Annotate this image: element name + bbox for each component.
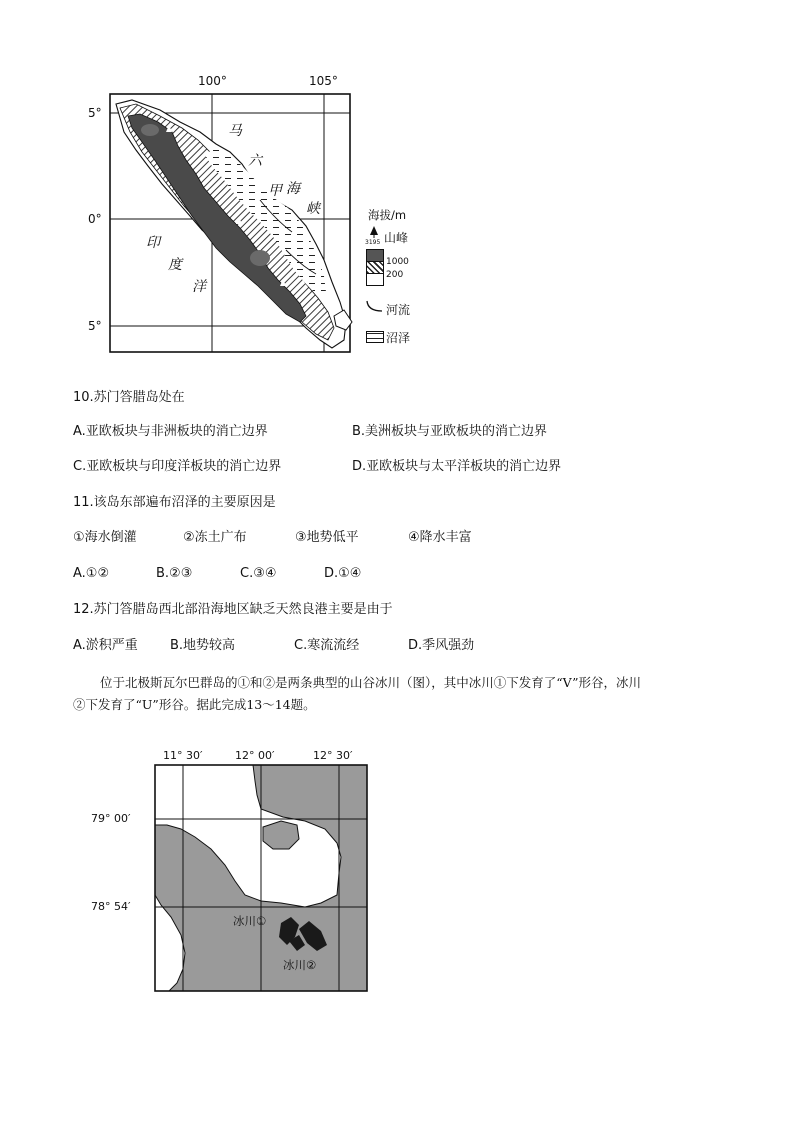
legend-swamp-swatch xyxy=(366,331,384,343)
question-12-option-a[interactable]: A.淤积严重 xyxy=(73,638,138,653)
lat-label-7900: 79° 00′ xyxy=(91,812,131,825)
peak-elevation-value: 3195 xyxy=(365,239,381,246)
question-12-option-b[interactable]: B.地势较高 xyxy=(170,638,236,653)
map1-legend xyxy=(362,205,442,350)
ocean-label-char: 洋 xyxy=(192,279,206,295)
question-11-item: ②冻土广布 xyxy=(183,530,247,545)
question-11-option-a[interactable]: A.①② xyxy=(73,566,110,581)
legend-swamp-label: 沼泽 xyxy=(386,331,411,345)
legend-peak-label: 山峰 xyxy=(384,231,409,245)
legend-river-label: 河流 xyxy=(386,303,411,317)
lat-label-0: 0° xyxy=(88,212,102,226)
strait-label-char: 甲 xyxy=(268,183,282,199)
strait-label-char: 马 xyxy=(228,123,242,139)
question-11-item: ①海水倒灌 xyxy=(73,530,137,545)
question-12-option-c[interactable]: C.寒流流经 xyxy=(294,638,360,653)
highland-patch xyxy=(141,124,159,136)
ocean-label-char: 度 xyxy=(168,257,182,273)
question-11-item: ③地势低平 xyxy=(295,530,359,545)
lat-label-5n: 5° xyxy=(88,106,102,120)
peninsula xyxy=(263,821,299,849)
question-10-option-a[interactable]: A.亚欧板块与非洲板块的消亡边界 xyxy=(73,424,268,439)
question-10-option-d[interactable]: D.亚欧板块与太平洋板块的消亡边界 xyxy=(352,459,562,474)
intro-line-2: ②下发育了“U”形谷。据此完成13～14题。 xyxy=(73,697,316,712)
intro-line-1: 位于北极斯瓦尔巴群岛的①和②是两条典型的山谷冰川（图），其中冰川①下发育了“V”形谷，冰川 xyxy=(100,675,642,690)
lon-label-105: 105° xyxy=(309,74,338,88)
legend-1000-label: 1000 xyxy=(386,257,409,267)
question-12-option-d[interactable]: D.季风强劲 xyxy=(408,638,475,653)
glacier-2-label: 冰川② xyxy=(283,958,317,972)
lon-label-1230: 12° 30′ xyxy=(313,749,353,762)
legend-white-swatch xyxy=(366,273,384,286)
glacier-1-label: 冰川① xyxy=(233,914,267,928)
lat-label-7854: 78° 54′ xyxy=(91,900,131,913)
river-icon xyxy=(364,299,384,315)
question-10-option-b[interactable]: B.美洲板块与亚欧板块的消亡边界 xyxy=(352,424,548,439)
question-10-option-c[interactable]: C.亚欧板块与印度洋板块的消亡边界 xyxy=(73,459,282,474)
legend-200-label: 200 xyxy=(386,270,404,280)
ocean-label-char: 印 xyxy=(146,235,160,251)
legend-title: 海拔/m xyxy=(368,208,407,222)
question-11-option-b[interactable]: B.②③ xyxy=(156,566,193,581)
lon-label-1130: 11° 30′ xyxy=(163,749,203,762)
question-10-stem: 10.苏门答腊岛处在 xyxy=(73,390,185,405)
question-11-item: ④降水丰富 xyxy=(408,530,472,545)
strait-label-char: 海 xyxy=(286,181,300,197)
svalbard-map-svg xyxy=(85,745,385,1000)
lon-label-1200: 12° 00′ xyxy=(235,749,275,762)
question-11-option-d[interactable]: D.①④ xyxy=(324,566,362,581)
lat-label-5s: 5° xyxy=(88,319,102,333)
strait-label-char: 六 xyxy=(248,153,262,169)
highland-patch xyxy=(250,250,270,266)
question-12-stem: 12.苏门答腊岛西北部沿海地区缺乏天然良港主要是由于 xyxy=(73,602,393,617)
strait-label-char: 峡 xyxy=(306,201,320,217)
question-11-stem: 11.该岛东部遍布沼泽的主要原因是 xyxy=(73,495,276,510)
svalbard-map xyxy=(85,745,385,1000)
question-11-option-c[interactable]: C.③④ xyxy=(240,566,277,581)
lon-label-100: 100° xyxy=(198,74,227,88)
